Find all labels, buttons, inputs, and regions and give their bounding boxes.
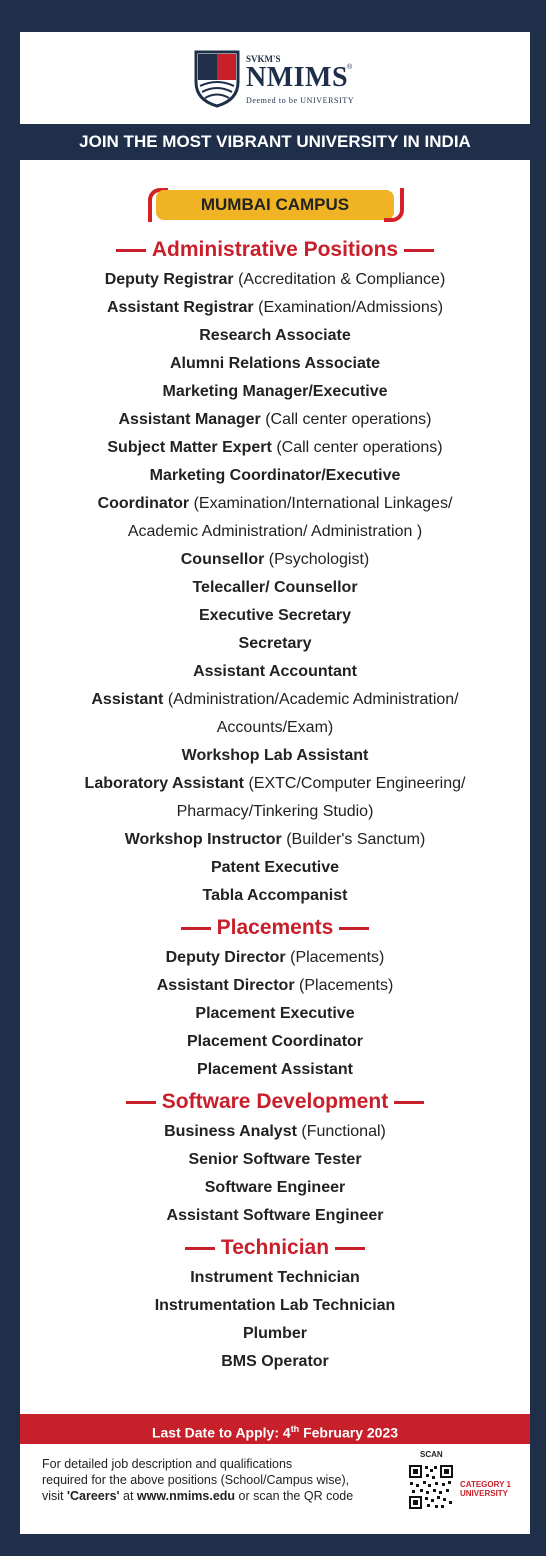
- logo-svkm: SVKM'S: [246, 54, 281, 64]
- job-title: Workshop Lab Assistant: [181, 747, 369, 764]
- job-title: Placement Coordinator: [186, 1033, 364, 1050]
- job-title: Research Associate: [199, 327, 351, 344]
- job-item: [20, 322, 530, 350]
- deadline-sup: th: [290, 1424, 300, 1434]
- heading-dash-right: [394, 1101, 424, 1104]
- job-item: [20, 742, 530, 770]
- footer-url[interactable]: www.nmims.edu: [136, 1489, 236, 1503]
- job-detail: (Builder's Sanctum): [286, 831, 426, 848]
- job-item: [20, 630, 530, 658]
- category-line-1: CATEGORY 1: [460, 1480, 511, 1489]
- section-heading: [20, 1088, 530, 1116]
- job-title: Subject Matter Expert: [107, 439, 272, 456]
- heading-dash-left: [181, 927, 211, 930]
- heading-dash-right: [335, 1247, 365, 1250]
- footer-line-3: [42, 1488, 402, 1504]
- job-item: [20, 462, 530, 490]
- registered-mark: ®: [347, 64, 353, 71]
- job-detail: (Call center operations): [276, 439, 443, 456]
- nmims-logo: [192, 44, 362, 114]
- job-item: [20, 686, 530, 714]
- campus-arc-right: [384, 188, 404, 222]
- section-title: Placements: [216, 916, 334, 939]
- job-title: Alumni Relations Associate: [169, 355, 381, 372]
- job-item: [20, 944, 530, 972]
- job-item: [20, 1000, 530, 1028]
- job-detail: (Psychologist): [268, 551, 370, 568]
- job-detail: (Administration/Academic Administration/: [167, 691, 459, 708]
- job-item: [20, 1264, 530, 1292]
- job-item: [20, 1320, 530, 1348]
- job-title: Telecaller/ Counsellor: [192, 579, 358, 596]
- job-title: Counsellor: [180, 551, 265, 568]
- job-item: [20, 294, 530, 322]
- job-item: [20, 1348, 530, 1376]
- job-detail: (Placements): [290, 949, 385, 966]
- job-title: Plumber: [242, 1325, 307, 1342]
- job-title: Instrumentation Lab Technician: [154, 1297, 396, 1314]
- job-item: [20, 1118, 530, 1146]
- job-title: Tabla Accompanist: [202, 887, 348, 904]
- section-heading: [20, 914, 530, 942]
- job-item: [20, 602, 530, 630]
- deadline-prefix: Last Date to Apply: 4: [151, 1424, 291, 1441]
- job-title: Executive Secretary: [198, 607, 352, 624]
- deadline-suffix: February 2023: [299, 1424, 399, 1441]
- footer-careers: 'Careers': [67, 1489, 120, 1503]
- job-item: [20, 266, 530, 294]
- job-detail-continued: Pharmacy/Tinkering Studio): [176, 803, 374, 820]
- job-title: Business Analyst: [164, 1123, 297, 1140]
- job-title: Deputy Registrar: [104, 271, 234, 288]
- job-item: [20, 378, 530, 406]
- job-title: Laboratory Assistant: [84, 775, 244, 792]
- shield-icon: [192, 48, 242, 108]
- positions-list: [20, 232, 530, 1376]
- job-item: [20, 1028, 530, 1056]
- footer-line-1: For detailed job description and qualifications: [42, 1457, 293, 1471]
- advertisement-card: [20, 32, 530, 1534]
- job-item: [20, 546, 530, 574]
- section-heading: [20, 236, 530, 264]
- job-title: Software Engineer: [204, 1179, 346, 1196]
- job-item: [20, 658, 530, 686]
- job-item: [20, 1202, 530, 1230]
- job-item: [20, 434, 530, 462]
- job-title: BMS Operator: [221, 1353, 329, 1370]
- job-detail: (Placements): [299, 977, 394, 994]
- job-detail: (Accreditation & Compliance): [238, 271, 446, 288]
- job-title: Assistant: [91, 691, 164, 708]
- job-title: Placement Executive: [195, 1005, 355, 1022]
- campus-label: [148, 188, 404, 222]
- job-title: Workshop Instructor: [124, 831, 282, 848]
- job-title: Assistant Registrar: [106, 299, 254, 316]
- job-detail-continued: Accounts/Exam): [216, 719, 334, 736]
- job-title: Marketing Manager/Executive: [162, 383, 388, 400]
- job-item: [20, 1146, 530, 1174]
- category-badge: [460, 1480, 511, 1498]
- logo-name: NMIMS: [246, 62, 349, 93]
- job-title: Instrument Technician: [190, 1269, 360, 1286]
- heading-dash-right: [404, 249, 434, 252]
- footer-note: [42, 1456, 402, 1504]
- job-item: [20, 490, 530, 518]
- job-title: Marketing Coordinator/Executive: [149, 467, 401, 484]
- job-item: [20, 1292, 530, 1320]
- job-title: Assistant Accountant: [193, 663, 357, 680]
- logo-tagline: Deemed to be UNIVERSITY: [246, 96, 355, 105]
- section-title: Software Development: [161, 1090, 389, 1113]
- job-item: [20, 972, 530, 1000]
- job-title: Assistant Software Engineer: [166, 1207, 384, 1224]
- job-detail: (Examination/Admissions): [258, 299, 444, 316]
- job-detail: (EXTC/Computer Engineering/: [248, 775, 466, 792]
- job-item: [20, 406, 530, 434]
- job-title: Secretary: [238, 635, 312, 652]
- job-title: Placement Assistant: [197, 1061, 353, 1078]
- job-title: Assistant Director: [156, 977, 295, 994]
- footer-line-2: required for the above positions (School/Campus wise),: [42, 1473, 350, 1487]
- job-item: [20, 1056, 530, 1084]
- footer-at: at: [119, 1489, 137, 1503]
- category-line-2: UNIVERSITY: [460, 1489, 509, 1498]
- job-item: [20, 574, 530, 602]
- job-item: [20, 770, 530, 798]
- job-detail: (Examination/International Linkages/: [193, 495, 453, 512]
- section-title: Technician: [220, 1236, 330, 1259]
- job-title: Patent Executive: [210, 859, 340, 876]
- job-item: [20, 1174, 530, 1202]
- job-title: Senior Software Tester: [188, 1151, 362, 1168]
- section-title: Administrative Positions: [151, 238, 399, 261]
- job-title: Assistant Manager: [118, 411, 261, 428]
- section-heading: [20, 1234, 530, 1262]
- job-item: [20, 854, 530, 882]
- job-title: Coordinator: [97, 495, 190, 512]
- job-detail: (Functional): [301, 1123, 386, 1140]
- heading-dash-left: [126, 1101, 156, 1104]
- heading-dash-right: [339, 927, 369, 930]
- qr-code-icon[interactable]: [408, 1464, 454, 1510]
- job-detail-continued: Academic Administration/ Administration ): [127, 523, 423, 540]
- heading-dash-left: [116, 249, 146, 252]
- campus-name: MUMBAI CAMPUS: [156, 190, 394, 220]
- job-detail: (Call center operations): [265, 411, 432, 428]
- deadline-bar: [20, 1414, 530, 1444]
- job-item: [20, 350, 530, 378]
- job-title: Deputy Director: [165, 949, 286, 966]
- job-item: [20, 882, 530, 910]
- job-item: [20, 826, 530, 854]
- footer-visit: visit: [42, 1489, 67, 1503]
- headline-banner: JOIN THE MOST VIBRANT UNIVERSITY IN INDIA: [20, 124, 530, 160]
- heading-dash-left: [185, 1247, 215, 1250]
- scan-label: SCAN: [420, 1450, 443, 1459]
- footer-qr-text: or scan the QR code: [235, 1489, 354, 1503]
